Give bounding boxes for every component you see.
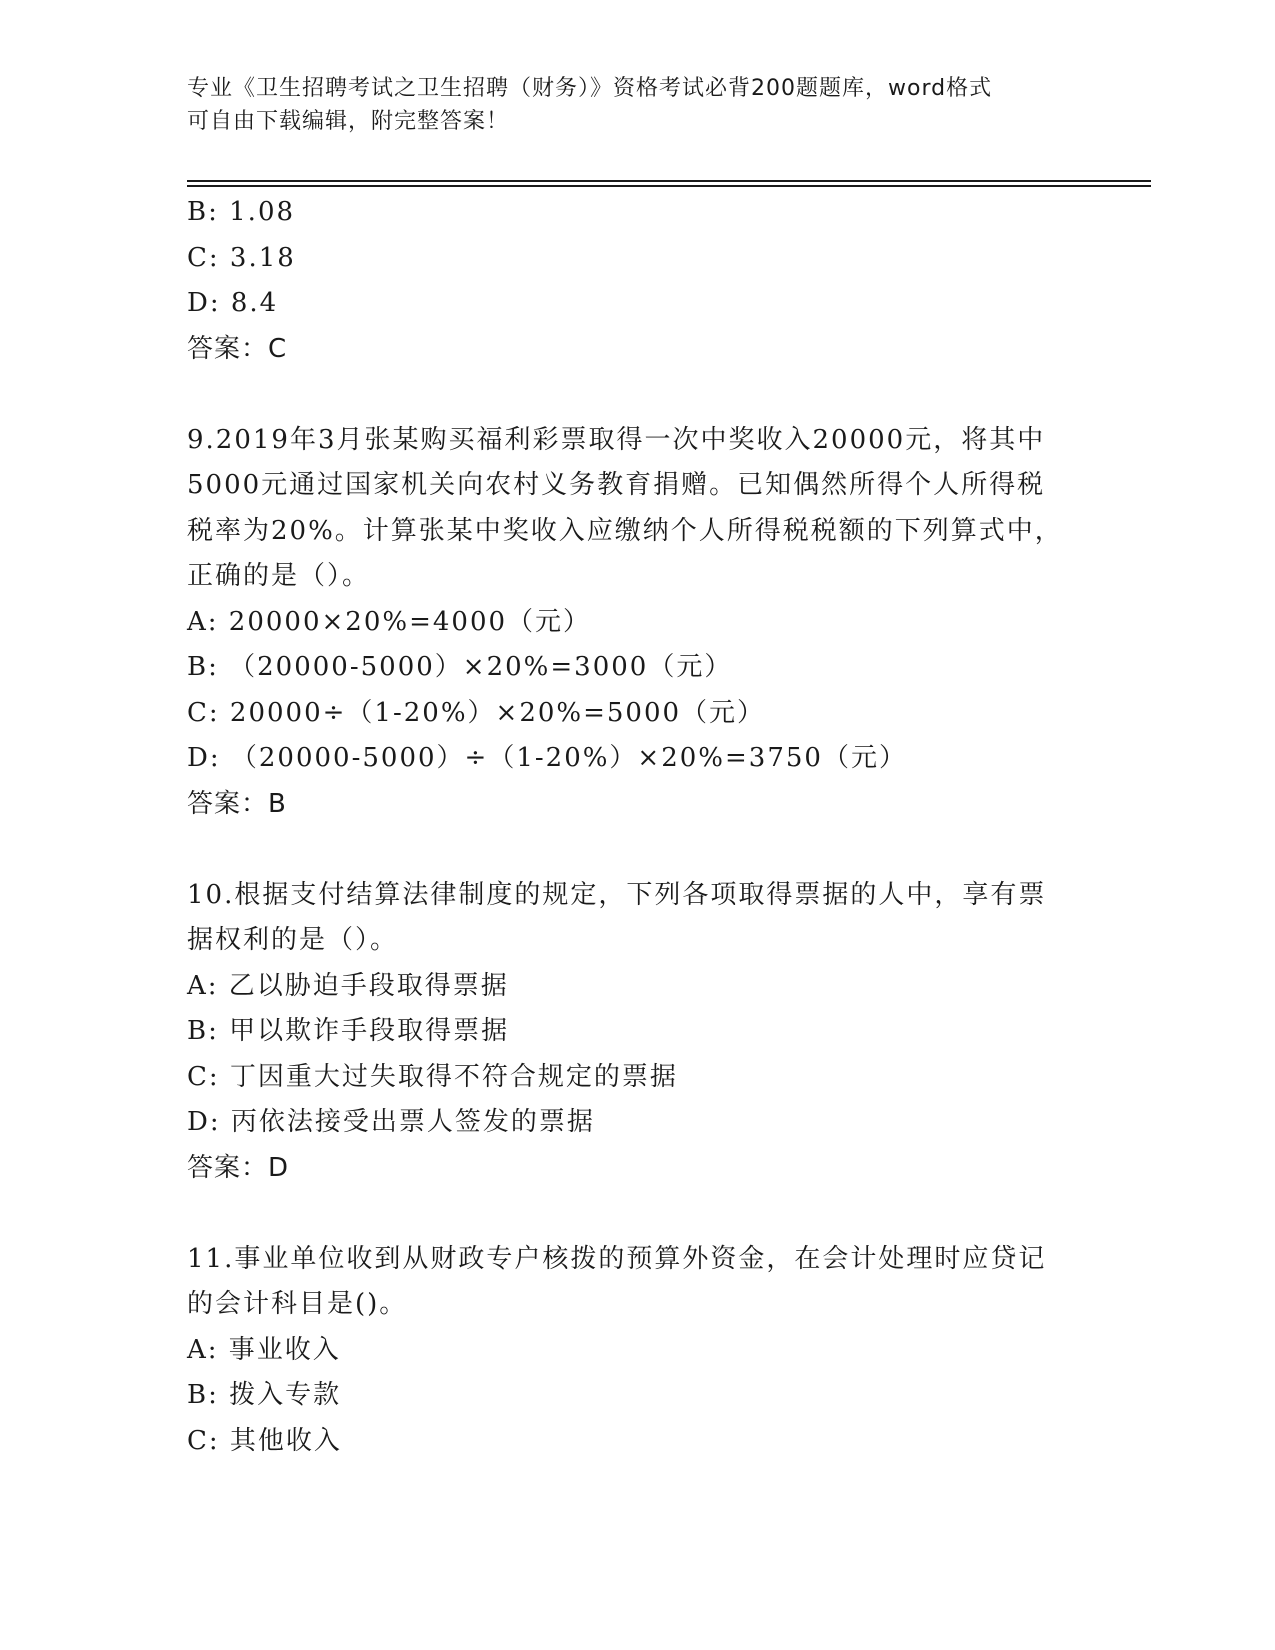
header-divider-top — [187, 180, 1151, 182]
answer: 答案：D — [187, 1152, 290, 1183]
option-a: A: 20000×20%=4000（元） — [187, 606, 592, 637]
option-b: B: 1.08 — [187, 197, 296, 227]
option-d: D: 丙依法接受出票人签发的票据 — [187, 1107, 595, 1137]
option-d: D: 8.4 — [187, 288, 279, 318]
option-c: C: 其他收入 — [187, 1425, 342, 1456]
question-stem-line: 11.事业单位收到从财政专户核拨的预算外资金，在会计处理时应贷记 — [187, 1243, 1047, 1274]
option-d: D: （20000-5000）÷（1-20%）×20%=3750（元） — [187, 743, 907, 773]
question-stem-line: 10.根据支付结算法律制度的规定，下列各项取得票据的人中，享有票 — [187, 879, 1047, 910]
document-header — [187, 72, 1067, 138]
question-list — [187, 190, 1087, 1464]
option-a: A: 事业收入 — [187, 1334, 341, 1365]
option-a: A: 乙以胁迫手段取得票据 — [187, 970, 509, 1001]
header-line-2: 可自由下载编辑，附完整答案！ — [187, 109, 510, 134]
option-c: C: 3.18 — [187, 242, 296, 273]
question-stem-line: 正确的是（）。 — [187, 561, 371, 591]
spacer — [187, 372, 1087, 418]
option-b: B: （20000-5000）×20%=3000（元） — [187, 652, 733, 682]
question-stem-line: 的会计科目是()。 — [187, 1289, 408, 1319]
question-stem-line: 9.2019年3月张某购买福利彩票取得一次中奖收入20000元，将其中 — [187, 424, 1046, 455]
answer: 答案：B — [187, 788, 287, 819]
question-stem-line: 据权利的是（）。 — [187, 925, 399, 955]
question-stem-line: 税率为20%。计算张某中奖收入应缴纳个人所得税税额的下列算式中， — [187, 515, 1063, 546]
option-c: C: 丁因重大过失取得不符合规定的票据 — [187, 1061, 678, 1092]
question-11 — [187, 1237, 1087, 1465]
spacer — [187, 1191, 1087, 1237]
question-stem-line: 5000元通过国家机关向农村义务教育捐赠。已知偶然所得个人所得税 — [187, 470, 1046, 500]
option-c: C: 20000÷（1-20%）×20%=5000（元） — [187, 697, 766, 728]
option-b: B: 甲以欺诈手段取得票据 — [187, 1016, 510, 1046]
header-line-1: 专业《卫生招聘考试之卫生招聘（财务）》资格考试必背200题题库，word格式 — [187, 76, 993, 101]
header-divider-bottom — [187, 185, 1151, 187]
answer: 答案：C — [187, 333, 288, 364]
option-b: B: 拨入专款 — [187, 1380, 342, 1410]
question-10 — [187, 873, 1087, 1192]
question-8 — [187, 190, 1087, 372]
question-9 — [187, 418, 1087, 828]
spacer — [187, 827, 1087, 873]
